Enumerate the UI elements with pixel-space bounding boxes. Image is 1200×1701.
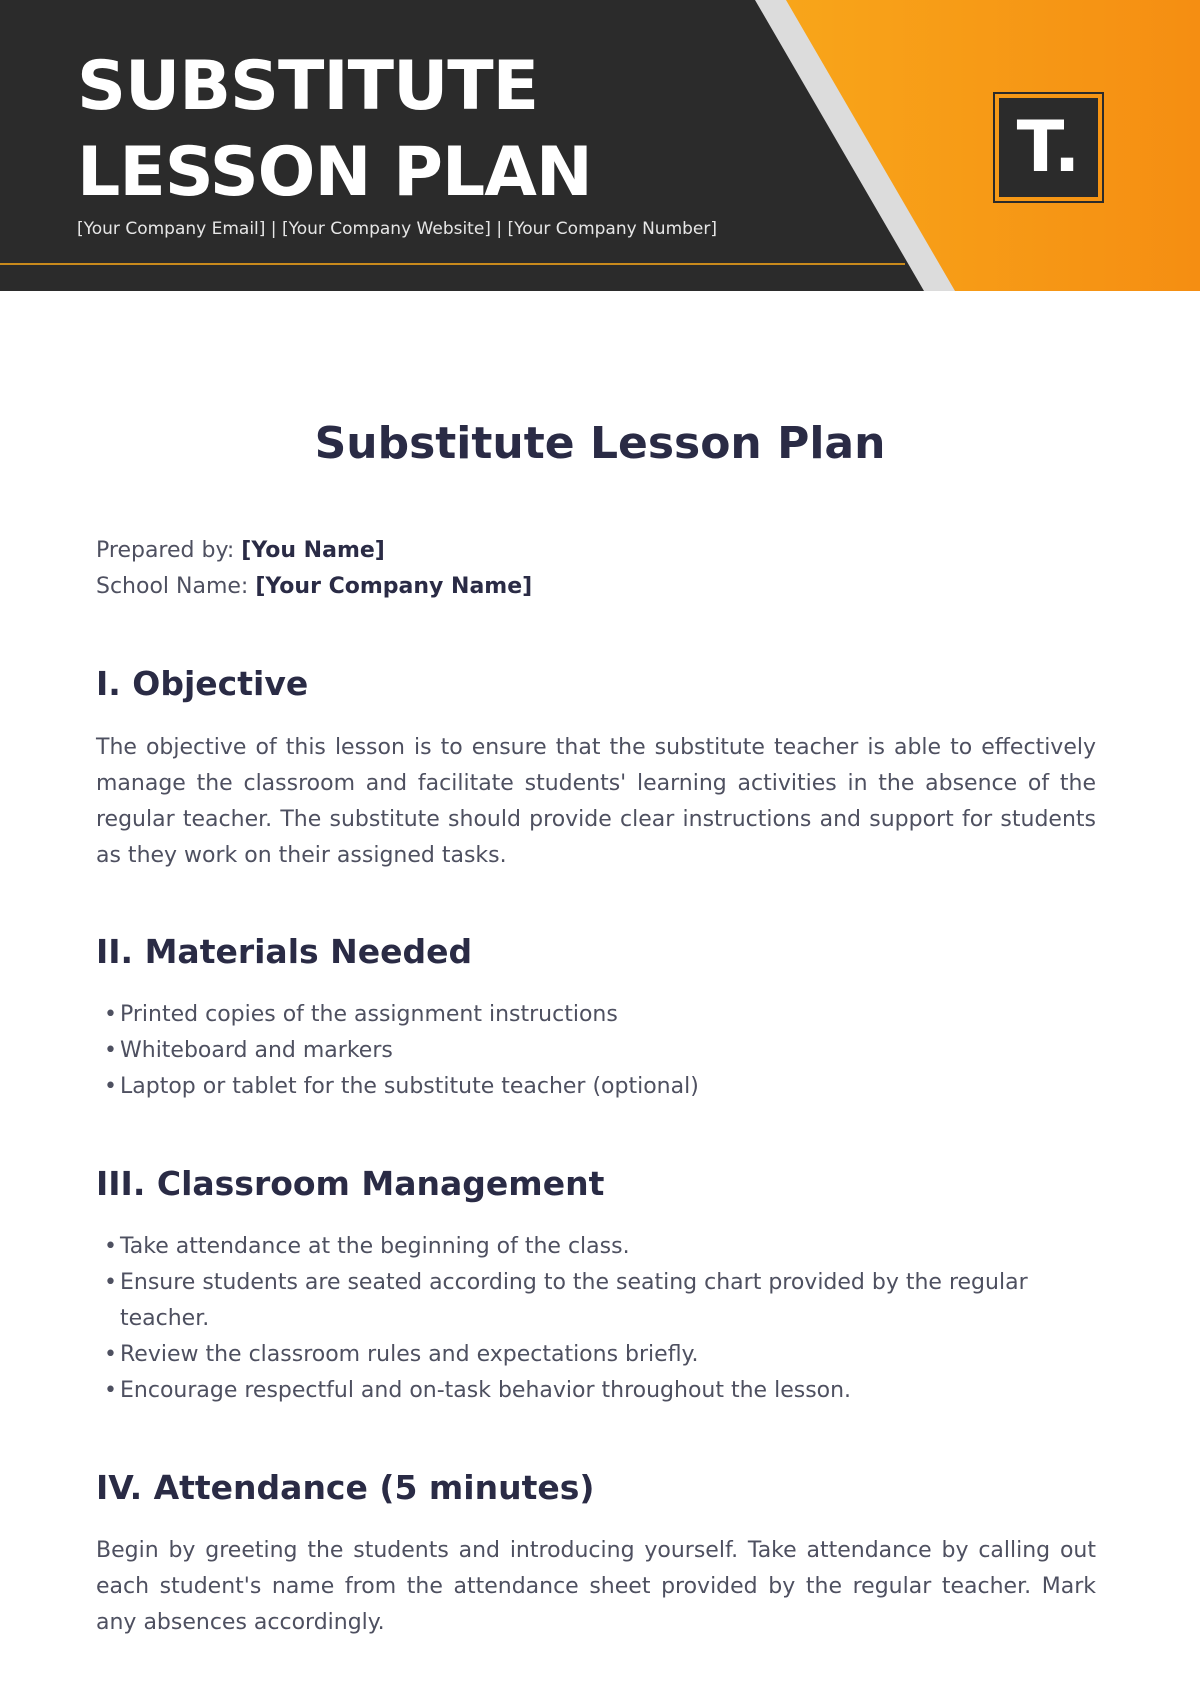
logo-letter: T. (999, 98, 1098, 197)
bullet-icon: • (104, 1234, 117, 1259)
company-contact-info: [Your Company Email] | [Your Company Website] | [Your Company Number] (77, 219, 718, 239)
bullet-icon: • (104, 1270, 117, 1295)
banner-title-line1: SUBSTITUTE (77, 47, 539, 126)
classroom-management-list (96, 1229, 1096, 1409)
list-item-text: Whiteboard and markers (120, 1038, 393, 1063)
section-heading-classroom-management: III. Classroom Management (96, 1164, 605, 1203)
list-item (96, 1229, 1096, 1265)
list-item (96, 997, 1096, 1033)
materials-list (96, 997, 1096, 1105)
list-item (96, 1033, 1096, 1069)
list-item-text: Encourage respectful and on-task behavior throughout the lesson. (120, 1378, 852, 1403)
list-item-text: Review the classroom rules and expectations briefly. (120, 1342, 699, 1367)
list-item-text: Printed copies of the assignment instructions (120, 1002, 618, 1027)
document-meta (96, 533, 532, 605)
section-heading-objective: I. Objective (96, 664, 309, 703)
school-name-line (96, 569, 532, 605)
list-item-text: Laptop or tablet for the substitute teacher (optional) (120, 1074, 699, 1099)
section-heading-attendance: IV. Attendance (5 minutes) (96, 1468, 595, 1507)
bullet-icon: • (104, 1378, 117, 1403)
list-item (96, 1373, 1096, 1409)
list-item-text: Take attendance at the beginning of the class. (120, 1234, 630, 1259)
school-name-value: [Your Company Name] (255, 574, 533, 599)
bullet-icon: • (104, 1038, 117, 1063)
attendance-paragraph: Begin by greeting the students and introducing yourself. Take attendance by calling out each student's name from the attendance sheet provided by the regular teacher. Mark any absences accordingly. (96, 1538, 1096, 1635)
banner-title (77, 44, 592, 216)
prepared-by-line (96, 533, 532, 569)
prepared-by-label: Prepared by: (96, 538, 242, 563)
bullet-icon: • (104, 1074, 117, 1099)
section-heading-materials: II. Materials Needed (96, 932, 473, 971)
bullet-icon: • (104, 1002, 117, 1027)
list-item-text: Ensure students are seated according to the seating chart provided by the regular teacher. (120, 1270, 1028, 1331)
bullet-icon: • (104, 1342, 117, 1367)
list-item (96, 1069, 1096, 1105)
school-name-label: School Name: (96, 574, 256, 599)
prepared-by-value: [You Name] (241, 538, 385, 563)
list-item (96, 1265, 1096, 1337)
banner-divider-line (0, 263, 905, 265)
list-item (96, 1337, 1096, 1373)
objective-paragraph: The objective of this lesson is to ensure that the substitute teacher is able to effectively manage the classroom and facilitate students' learning activities in the absence of the regular teacher. The substitute should provide clear instructions and support for students as they work on their assigned tasks. (96, 735, 1096, 868)
header-banner (0, 0, 1200, 291)
document-title: Substitute Lesson Plan (314, 418, 886, 469)
banner-title-line2: LESSON PLAN (77, 133, 592, 212)
company-logo (993, 92, 1104, 203)
